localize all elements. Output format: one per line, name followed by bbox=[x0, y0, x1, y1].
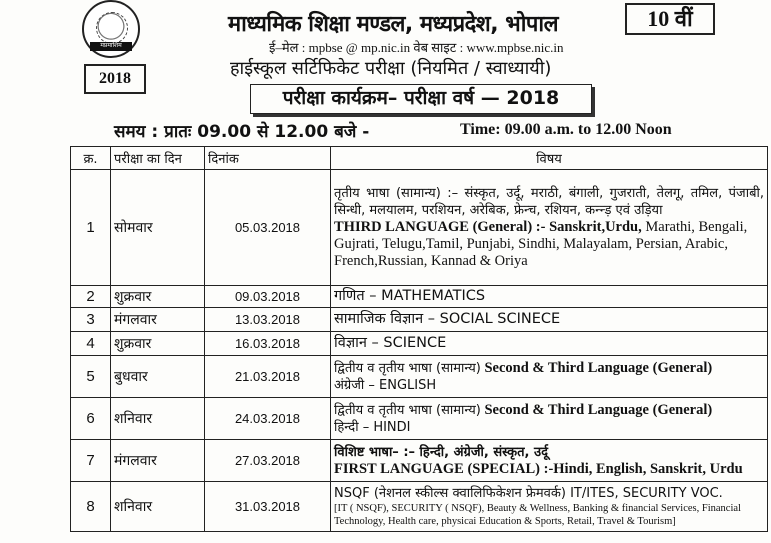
row-serial: 7 bbox=[71, 440, 111, 482]
board-name: माध्यमिक शिक्षा मण्डल, मध्यप्रदेश, भोपाल bbox=[228, 12, 559, 37]
row-day: शनिवार bbox=[111, 482, 205, 532]
row-subject bbox=[331, 482, 768, 532]
table-row bbox=[71, 286, 768, 308]
row-date: 24.03.2018 bbox=[205, 398, 331, 440]
header-day: परीक्षा का दिन bbox=[111, 147, 205, 170]
row-subject bbox=[331, 170, 768, 286]
table-row bbox=[71, 482, 768, 532]
table-header-row bbox=[71, 147, 768, 170]
subject-english-rest: Marathi, Bengali, Gujrati, Telugu,Tamil, Punjabi, Sindhi, Malayalam, Persian, Arabic, French,Russian, Kannad & Oriya bbox=[334, 219, 748, 269]
row-serial: 3 bbox=[71, 308, 111, 332]
row-day: मंगलवार bbox=[111, 308, 205, 332]
contact-line: ई–मेल : mpbse @ mp.nic.in वेब साइट : www.mpbse.nic.in bbox=[269, 40, 564, 55]
row-serial: 2 bbox=[71, 286, 111, 308]
row-serial: 4 bbox=[71, 332, 111, 356]
seal-emblem-icon bbox=[96, 12, 128, 44]
row-day: शुक्रवार bbox=[111, 332, 205, 356]
row-date: 31.03.2018 bbox=[205, 482, 331, 532]
seal-band-text: मप्रमाशिम bbox=[90, 42, 132, 51]
table-row bbox=[71, 440, 768, 482]
subject-line-1 bbox=[334, 360, 764, 377]
subject-line-2: FIRST LANGUAGE (SPECIAL) :-Hindi, English, Sanskrit, Urdu bbox=[334, 460, 743, 477]
row-serial: 6 bbox=[71, 398, 111, 440]
time-hindi: समय : प्रातः 09.00 से 12.00 बजे - bbox=[114, 122, 370, 142]
header-subject: विषय bbox=[331, 147, 768, 170]
row-date: 09.03.2018 bbox=[205, 286, 331, 308]
table-row bbox=[71, 308, 768, 332]
table-row bbox=[71, 398, 768, 440]
subject-english bbox=[334, 219, 764, 270]
row-day: सोमवार bbox=[111, 170, 205, 286]
subject-english: Second & Third Language (General) bbox=[480, 359, 713, 376]
row-subject: गणित – MATHEMATICS bbox=[331, 286, 768, 308]
row-date: 16.03.2018 bbox=[205, 332, 331, 356]
row-subject bbox=[331, 356, 768, 398]
row-subject bbox=[331, 440, 768, 482]
subject-line-2: [IT ( NSQF), SECURITY ( NSQF), Beauty & Wellness, Banking & financial Services, Financial Technology, Health care, physicai Education & Sports, Retail, Travel & Tourism] bbox=[334, 503, 741, 527]
table-row bbox=[71, 356, 768, 398]
time-english: Time: 09.00 a.m. to 12.00 Noon bbox=[460, 121, 672, 138]
subject-hindi: तृतीय भाषा (सामान्य) :– संस्कृत, उर्दू, मराठी, बंगाली, गुजराती, तेलगू, तमिल, पंजाबी, सिन्धी, मलयालम, परशियन, अरेबिक, फ्रेन्च, रशियन, कन्न्ड़ एवं उड़िया bbox=[334, 186, 764, 218]
row-serial: 1 bbox=[71, 170, 111, 286]
row-date: 27.03.2018 bbox=[205, 440, 331, 482]
board-seal-logo bbox=[82, 0, 140, 58]
programme-title: परीक्षा कार्यक्रम– परीक्षा वर्ष — 2018 bbox=[250, 84, 592, 114]
row-date: 05.03.2018 bbox=[205, 170, 331, 286]
exam-title: हाईस्कूल सर्टिफिकेट परीक्षा (नियमित / स्वाध्यायी) bbox=[230, 58, 552, 79]
row-subject bbox=[331, 398, 768, 440]
row-day: शनिवार bbox=[111, 398, 205, 440]
table-row bbox=[71, 332, 768, 356]
subject-line-1 bbox=[334, 402, 764, 419]
header-date: दिनांक bbox=[205, 147, 331, 170]
exam-schedule-table bbox=[70, 146, 768, 532]
row-day: मंगलवार bbox=[111, 440, 205, 482]
row-day: शुक्रवार bbox=[111, 286, 205, 308]
subject-english: Second & Third Language (General) bbox=[480, 401, 713, 418]
row-date: 21.03.2018 bbox=[205, 356, 331, 398]
row-date: 13.03.2018 bbox=[205, 308, 331, 332]
row-serial: 5 bbox=[71, 356, 111, 398]
year-label: 2018 bbox=[84, 64, 146, 94]
subject-hindi: द्वितीय व तृतीय भाषा (सामान्य) bbox=[334, 402, 481, 418]
subject-hindi: द्वितीय व तृतीय भाषा (सामान्य) bbox=[334, 360, 481, 376]
table-row bbox=[71, 170, 768, 286]
row-subject: सामाजिक विज्ञान – SOCIAL SCINECE bbox=[331, 308, 768, 332]
subject-line-1: NSQF (नेशनल स्कील्स क्वालिफिकेशन फ्रेमवर्क) IT/ITES, SECURITY VOC. bbox=[334, 486, 723, 501]
row-day: बुधवार bbox=[111, 356, 205, 398]
subject-line-1: विशिष्ट भाषा– :– हिन्दी, अंग्रेजी, संस्कृत, उर्दू bbox=[334, 444, 549, 460]
row-subject: विज्ञान – SCIENCE bbox=[331, 332, 768, 356]
row-serial: 8 bbox=[71, 482, 111, 532]
header-serial: क्र. bbox=[71, 147, 111, 170]
class-label: 10 वीं bbox=[625, 3, 715, 35]
subject-line-2: हिन्दी – HINDI bbox=[334, 419, 411, 435]
subject-line-2: अंग्रेजी – ENGLISH bbox=[334, 377, 437, 393]
subject-english-bold: THIRD LANGUAGE (General) :- Sanskrit,Urdu, bbox=[334, 219, 642, 235]
